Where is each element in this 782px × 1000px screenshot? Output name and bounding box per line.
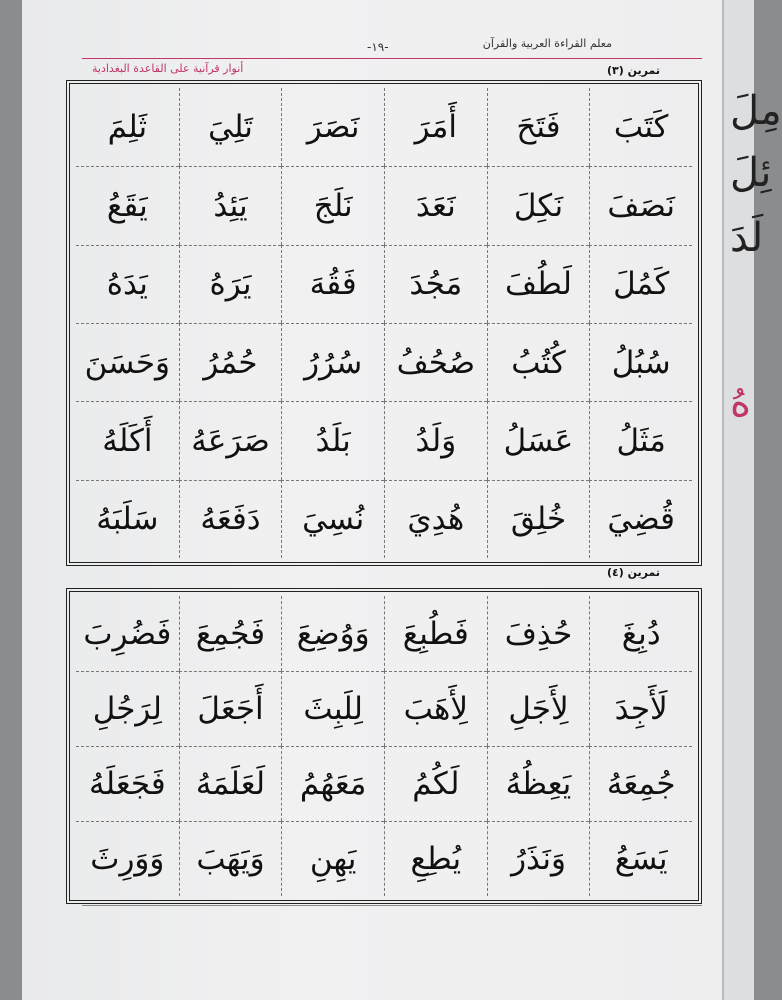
exercise3-word-cell: نُسِيَ [281, 480, 384, 558]
exercise4-word-cell: يَسَعُ [589, 821, 692, 896]
exercise3-word-cell: كَتَبَ [589, 88, 692, 166]
exercise3-word-cell: أَكَلَهُ [76, 401, 179, 479]
book-title: معلم القراءة العربية والقرآن [482, 37, 612, 50]
exercise3-word-cell: سُبُلُ [589, 323, 692, 401]
book-subtitle: أنوار قرآنية على القاعدة البغدادية [92, 62, 244, 75]
exercise3-word-cell: نَصَرَ [281, 88, 384, 166]
exercise4-word-cell: لِأَجَلِ [487, 671, 590, 746]
exercise3-word-cell: وَلَدُ [384, 401, 487, 479]
exercise4-word-cell: لِلَبِثَ [281, 671, 384, 746]
exercise3-word-cell: فَقُهَ [281, 245, 384, 323]
exercise3-word-cell: نَلَجَ [281, 166, 384, 244]
exercise-3-label: تمرين (٣) [607, 64, 660, 77]
exercise3-word-cell: لَطُفَ [487, 245, 590, 323]
exercise3-word-cell: تَلِيَ [179, 88, 282, 166]
exercise4-word-cell: لَكُمُ [384, 746, 487, 821]
exercise3-word-cell: كُتُبُ [487, 323, 590, 401]
exercise3-word-cell: فَتَحَ [487, 88, 590, 166]
exercise3-word-cell: مَثَلُ [589, 401, 692, 479]
exercise4-word-cell: وَيَهَبَ [179, 821, 282, 896]
exercise3-word-cell: دَفَعَهُ [179, 480, 282, 558]
exercise4-word-cell: حُذِفَ [487, 596, 590, 671]
exercise3-word-cell: يَدَهُ [76, 245, 179, 323]
exercise3-word-cell: نَصَفَ [589, 166, 692, 244]
exercise4-word-cell: مَعَهُمُ [281, 746, 384, 821]
exercise4-word-cell: أَجَعَلَ [179, 671, 282, 746]
right-page-edge [722, 0, 782, 1000]
exercise3-word-cell: سَلَبَهُ [76, 480, 179, 558]
exercise3-word-cell: وَحَسَنَ [76, 323, 179, 401]
exercise4-word-cell: يَهِنِ [281, 821, 384, 896]
exercise3-word-cell: صُحُفُ [384, 323, 487, 401]
page-number: -١٩- [367, 40, 389, 54]
right-page-edge-word: هُ [730, 380, 751, 426]
exercise3-word-cell: أَمَرَ [384, 88, 487, 166]
exercise4-word-cell: فَضُرِبَ [83, 615, 172, 652]
exercise3-word-cell: كَمُلَ [589, 245, 692, 323]
exercise3-word-cell: سُرُرُ [281, 323, 384, 401]
exercise4-word-cell: فَجُمِعَ [179, 596, 282, 671]
exercise3-word-cell: نَعَدَ [384, 166, 487, 244]
exercise3-word-cell: خُلِقَ [487, 480, 590, 558]
exercise3-word-cell: بَلَدُ [281, 401, 384, 479]
exercise4-word-cell: جُمِعَهُ [589, 746, 692, 821]
exercise3-word-cell: يَرَهُ [179, 245, 282, 323]
exercise-4-table [66, 588, 702, 904]
exercise4-word-cell: يُطِعِ [384, 821, 487, 896]
exercise3-word-cell: نَكِلَ [487, 166, 590, 244]
exercise3-word-cell: مَجُدَ [384, 245, 487, 323]
exercise4-word-cell: وَوُضِعَ [281, 596, 384, 671]
right-page-edge-word: لَدَ [730, 215, 764, 261]
exercise3-word-cell: يَئِدُ [179, 166, 282, 244]
exercise4-word-cell: لَعَلَمَهُ [179, 746, 282, 821]
exercise4-word-cell: لِأَهَبَ [384, 671, 487, 746]
exercise4-word-cell: فَجَعَلَهُ [76, 746, 179, 821]
exercise4-word-cell: لَأَجِدَ [589, 671, 692, 746]
exercise3-word-cell: عَسَلُ [487, 401, 590, 479]
exercise-3-grid [76, 88, 692, 558]
exercise3-word-cell: يَقَعُ [76, 166, 179, 244]
exercise-4-grid [76, 596, 692, 896]
right-page-edge-word: ئِلَ [730, 150, 772, 196]
exercise4-word-cell: لِرَجُلِ [76, 671, 179, 746]
exercise4-word-cell: دُبِغَ [589, 596, 692, 671]
exercise-3-table [66, 80, 702, 566]
exercise3-word-cell: حُمُرُ [179, 323, 282, 401]
exercise3-word-cell: هُدِيَ [384, 480, 487, 558]
footer-line [82, 905, 702, 906]
right-page-edge-word: مِلَ [730, 88, 782, 134]
exercise3-word-cell: صَرَعَهُ [179, 401, 282, 479]
exercise4-word-cell: فَطُبِعَ [384, 596, 487, 671]
header-divider [82, 58, 702, 59]
exercise3-word-cell: ثَلِمَ [107, 109, 148, 146]
exercise3-word-cell: قُضِيَ [589, 480, 692, 558]
exercise-4-label: تمرين (٤) [607, 566, 660, 579]
exercise4-word-cell: وَوَرِثَ [76, 821, 179, 896]
left-page [22, 0, 722, 1000]
exercise4-word-cell: وَنَذَرُ [487, 821, 590, 896]
exercise4-word-cell: يَعِظُهُ [487, 746, 590, 821]
